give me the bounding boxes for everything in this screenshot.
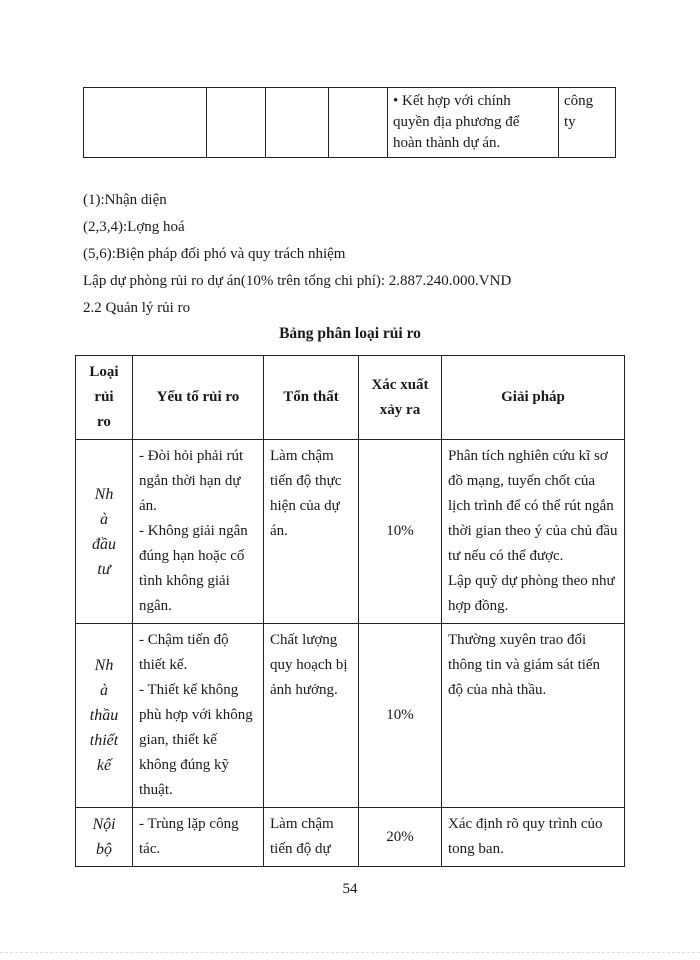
note-line: (2,3,4):Lợng hoá (83, 219, 185, 235)
table-row (76, 808, 625, 867)
risk-solution (442, 440, 625, 624)
header-type-line: ro (97, 414, 111, 430)
header-probability-line: Xác xuất (371, 376, 429, 393)
risk-factors (133, 808, 264, 867)
table-row (84, 88, 616, 158)
notes-block (83, 187, 511, 322)
factor-item: - Đòi hỏi phải rút ngắn thời hạn dự án. (139, 448, 244, 514)
content-cell (388, 88, 559, 158)
note-line: (1):Nhận diện (83, 192, 167, 208)
header-solution: Giải pháp (442, 356, 625, 440)
category-part: đầu (92, 535, 116, 553)
page-number: 54 (342, 881, 358, 897)
category-part: thầu (89, 707, 119, 724)
category-part: Nh (94, 485, 114, 503)
risk-loss: Làm chậm tiến độ dự (264, 808, 359, 867)
section-heading: 2.2 Quản lý rủi ro (83, 300, 191, 316)
risk-category (76, 808, 133, 867)
category-part: bộ (96, 841, 112, 858)
header-type-line: rủi (94, 389, 114, 405)
empty-cell (84, 88, 207, 158)
risk-loss: Chất lượng quy hoạch bị ảnh hưởng. (264, 624, 359, 808)
factor-item: - Chậm tiến độ thiết kế. (139, 632, 229, 673)
note-line: Lập dự phòng rủi ro dự án(10% trên tổng chi phí): 2.887.240.000.VND (83, 273, 512, 289)
empty-cell (329, 88, 388, 158)
category-part: à (100, 682, 108, 699)
note-line: (5,6):Biện pháp đối phó và quy trách nhiệm (83, 246, 346, 262)
empty-cell (207, 88, 266, 158)
solution-item: Phân tích nghiên cứu kĩ sơ đồ mạng, tuyến chốt của lịch trình để có thể rút ngắn thời gian theo ý của chủ đầu tư nếu có thể được. (448, 448, 618, 564)
factor-item: - Không giải ngân đúng hạn hoặc cố tình không giải ngân. (139, 523, 248, 614)
table-caption: Bảng phân loại rủi ro (279, 325, 421, 342)
risk-factors (133, 624, 264, 808)
empty-cell (266, 88, 329, 158)
category-part: thiết (89, 732, 119, 749)
content-line: • Kết hợp với chính (393, 93, 511, 109)
continued-table (83, 87, 616, 158)
header-probability (359, 356, 442, 440)
risk-loss: Làm chậm tiến độ thực hiện của dự án. (264, 440, 359, 624)
risk-solution (442, 624, 625, 808)
risk-probability: 10% (359, 440, 442, 624)
risk-probability: 10% (359, 624, 442, 808)
last-cell (559, 88, 616, 158)
risk-category (76, 440, 133, 624)
header-factor: Yếu tố rủi ro (133, 356, 264, 440)
solution-item: Xác định rõ quy trình củo tong ban. (448, 816, 603, 857)
risk-solution (442, 808, 625, 867)
risk-probability: 20% (359, 808, 442, 867)
risk-table (75, 355, 625, 867)
header-probability-line: xảy ra (379, 401, 421, 418)
factor-item: - Thiết kế không phù hợp với không gian, thiết kế không đúng kỹ thuật. (139, 682, 253, 798)
risk-factors (133, 440, 264, 624)
category-part: à (100, 510, 108, 528)
page-bottom-rule (0, 952, 700, 953)
factor-item: - Trùng lặp công tác. (139, 816, 239, 857)
solution-item: Lập quỹ dự phòng theo như hợp đồng. (448, 573, 615, 614)
content-line: quyền địa phương để (393, 114, 520, 130)
header-loss: Tổn thất (264, 356, 359, 440)
category-part: kế (96, 757, 112, 774)
header-type-line: Loại (89, 364, 119, 380)
risk-category (76, 624, 133, 808)
content-line: hoàn thành dự án. (393, 135, 501, 151)
solution-item: Thường xuyên trao đổi thông tin và giám sát tiến độ của nhà thầu. (448, 632, 601, 698)
last-cell-line: công (564, 93, 594, 109)
table-row (76, 624, 625, 808)
last-cell-line: ty (564, 114, 576, 130)
category-part: Nh (94, 657, 114, 674)
header-type (76, 356, 133, 440)
table-row (76, 440, 625, 624)
category-part: Nội (92, 816, 116, 833)
header-row (76, 356, 625, 440)
category-part: tư (97, 560, 111, 578)
